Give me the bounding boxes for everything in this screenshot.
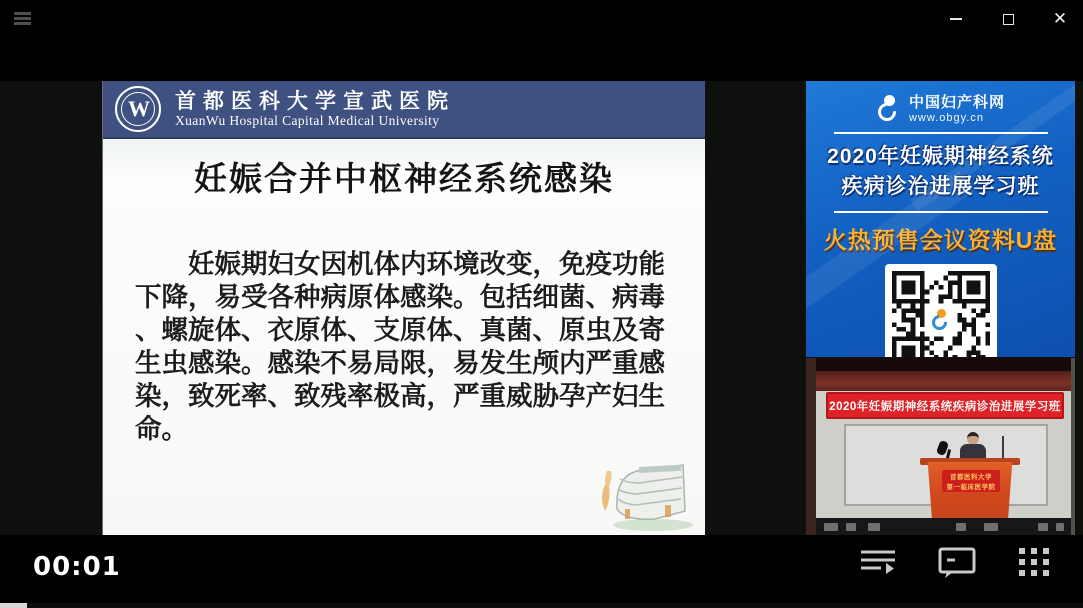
- hospital-name-en: XuanWu Hospital Capital Medical University: [175, 113, 440, 129]
- close-icon[interactable]: ✕: [1052, 8, 1068, 29]
- live-speaker-video: [806, 358, 1075, 535]
- slide-paragraph: [103, 248, 705, 446]
- obgy-logo-icon: [876, 95, 902, 121]
- player-action-bar: [859, 546, 1055, 580]
- wall-pillar: [806, 358, 816, 535]
- slide-text-line: 、螺旋体、衣原体、支原体、真菌、原虫及寄: [135, 315, 665, 345]
- podium-placard-line1: 首都医科大学: [950, 474, 992, 481]
- qr-center-logo-icon: [926, 305, 956, 335]
- podium-placard-line2: 第一临床医学院: [946, 483, 996, 491]
- promo-sale-text: 火热预售会议资料U盘: [823, 226, 1058, 253]
- wall-pillar: [1071, 358, 1075, 535]
- hospital-logo-monogram: W: [128, 96, 144, 121]
- promo-heading-line1: 2020年妊娠期神经系统: [827, 145, 1054, 168]
- playlist-icon[interactable]: [859, 546, 899, 580]
- slide-text-line: 染，致死率、致残率极高，严重威胁孕产妇生: [135, 381, 665, 411]
- qr-code: [885, 264, 997, 357]
- ceiling: [806, 358, 1075, 371]
- minimize-icon[interactable]: [943, 8, 969, 30]
- brand-name: 中国妇产科网: [908, 94, 1005, 111]
- slide-body: [103, 139, 705, 535]
- slide-text-line: 妊娠期妇女因机体内环境改变，免疫功能: [188, 249, 665, 279]
- slide-hospital-header: [103, 81, 705, 139]
- playback-timestamp: 00:01: [33, 552, 121, 582]
- presentation-slide: [102, 81, 705, 535]
- slide-text-line: 生虫感染。感染不易局限，易发生颅内严重感: [135, 348, 665, 378]
- hamburger-menu-icon[interactable]: [14, 12, 31, 25]
- promo-panel: [806, 81, 1075, 357]
- maximize-icon[interactable]: [995, 8, 1021, 30]
- grid-apps-icon[interactable]: [1015, 546, 1055, 580]
- audience-strip: [806, 518, 1075, 535]
- video-progress-bar[interactable]: [0, 603, 1083, 608]
- danmaku-comment-icon[interactable]: [937, 546, 977, 580]
- video-display-area[interactable]: [0, 81, 1083, 535]
- ceiling-glow: [806, 371, 1075, 391]
- slide-text-line: 命。: [135, 414, 188, 444]
- brand-url: www.obgy.cn: [908, 112, 984, 124]
- hospital-building-illustration: [595, 449, 699, 533]
- conference-banner: 2020年妊娠期神经系统疾病诊治进展学习班: [826, 392, 1064, 419]
- podium-placard: [942, 470, 1000, 492]
- promo-heading-line2: 疾病诊治进展学习班: [841, 175, 1040, 199]
- window-controls: [943, 8, 1073, 30]
- slide-text-line: 下降，易受各种病原体感染。包括细菌、病毒: [135, 282, 665, 312]
- slide-title: 妊娠合并中枢神经系统感染: [194, 162, 614, 198]
- hospital-name-cn: 首都医科大学宣武医院: [175, 88, 455, 113]
- hospital-logo-icon: [115, 86, 161, 132]
- video-progress-fill: [0, 603, 27, 608]
